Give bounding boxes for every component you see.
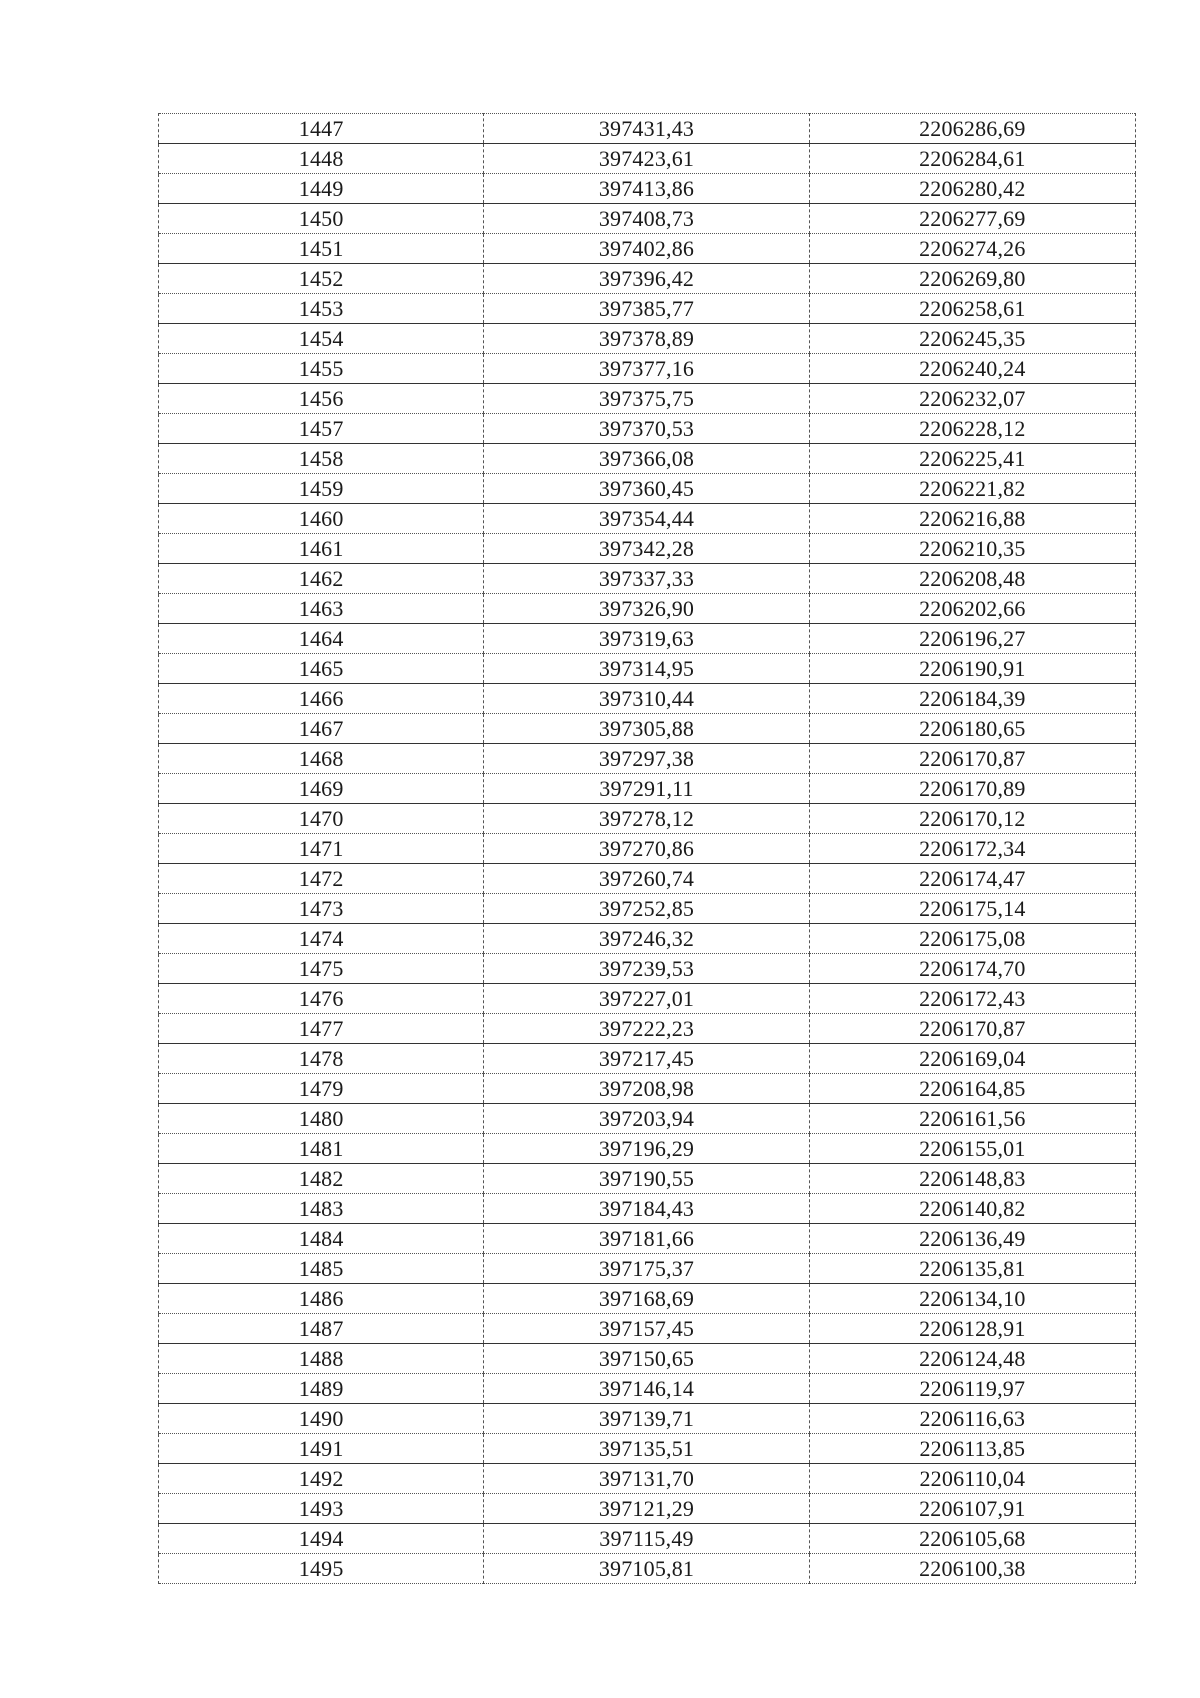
point-number-cell: 1460: [159, 504, 484, 534]
y-coordinate-cell: 2206232,07: [809, 384, 1135, 414]
point-number-cell: 1493: [159, 1494, 484, 1524]
y-coordinate-cell: 2206277,69: [809, 204, 1135, 234]
x-coordinate-cell: 397181,66: [484, 1224, 809, 1254]
point-number-cell: 1480: [159, 1104, 484, 1134]
x-coordinate-cell: 397305,88: [484, 714, 809, 744]
x-coordinate-cell: 397423,61: [484, 144, 809, 174]
x-coordinate-cell: 397402,86: [484, 234, 809, 264]
y-coordinate-cell: 2206119,97: [809, 1374, 1135, 1404]
table-row: [159, 384, 1136, 414]
y-coordinate-cell: 2206134,10: [809, 1284, 1135, 1314]
table-row: [159, 1494, 1136, 1524]
y-coordinate-cell: 2206140,82: [809, 1194, 1135, 1224]
y-coordinate-cell: 2206190,91: [809, 654, 1135, 684]
table-row: [159, 864, 1136, 894]
x-coordinate-cell: 397291,11: [484, 774, 809, 804]
point-number-cell: 1489: [159, 1374, 484, 1404]
point-number-cell: 1495: [159, 1554, 484, 1584]
table-row: [159, 1314, 1136, 1344]
point-number-cell: 1459: [159, 474, 484, 504]
y-coordinate-cell: 2206221,82: [809, 474, 1135, 504]
x-coordinate-cell: 397105,81: [484, 1554, 809, 1584]
table-row: [159, 1044, 1136, 1074]
x-coordinate-cell: 397115,49: [484, 1524, 809, 1554]
y-coordinate-cell: 2206258,61: [809, 294, 1135, 324]
x-coordinate-cell: 397319,63: [484, 624, 809, 654]
y-coordinate-cell: 2206170,87: [809, 1014, 1135, 1044]
y-coordinate-cell: 2206184,39: [809, 684, 1135, 714]
x-coordinate-cell: 397314,95: [484, 654, 809, 684]
y-coordinate-cell: 2206172,43: [809, 984, 1135, 1014]
point-number-cell: 1463: [159, 594, 484, 624]
y-coordinate-cell: 2206100,38: [809, 1554, 1135, 1584]
table-row: [159, 894, 1136, 924]
table-row: [159, 1404, 1136, 1434]
table-row: [159, 984, 1136, 1014]
x-coordinate-cell: 397252,85: [484, 894, 809, 924]
x-coordinate-cell: 397385,77: [484, 294, 809, 324]
table-row: [159, 474, 1136, 504]
x-coordinate-cell: 397139,71: [484, 1404, 809, 1434]
y-coordinate-cell: 2206128,91: [809, 1314, 1135, 1344]
x-coordinate-cell: 397260,74: [484, 864, 809, 894]
x-coordinate-cell: 397222,23: [484, 1014, 809, 1044]
x-coordinate-cell: 397310,44: [484, 684, 809, 714]
table-row: [159, 1254, 1136, 1284]
x-coordinate-cell: 397375,75: [484, 384, 809, 414]
table-row: [159, 234, 1136, 264]
table-row: [159, 744, 1136, 774]
table-row: [159, 1434, 1136, 1464]
x-coordinate-cell: 397168,69: [484, 1284, 809, 1314]
y-coordinate-cell: 2206274,26: [809, 234, 1135, 264]
x-coordinate-cell: 397190,55: [484, 1164, 809, 1194]
table-row: [159, 1344, 1136, 1374]
point-number-cell: 1479: [159, 1074, 484, 1104]
y-coordinate-cell: 2206169,04: [809, 1044, 1135, 1074]
y-coordinate-cell: 2206110,04: [809, 1464, 1135, 1494]
table-row: [159, 264, 1136, 294]
table-row: [159, 714, 1136, 744]
table-row: [159, 1014, 1136, 1044]
y-coordinate-cell: 2206210,35: [809, 534, 1135, 564]
y-coordinate-cell: 2206202,66: [809, 594, 1135, 624]
point-number-cell: 1491: [159, 1434, 484, 1464]
x-coordinate-cell: 397157,45: [484, 1314, 809, 1344]
y-coordinate-cell: 2206164,85: [809, 1074, 1135, 1104]
x-coordinate-cell: 397377,16: [484, 354, 809, 384]
x-coordinate-cell: 397270,86: [484, 834, 809, 864]
y-coordinate-cell: 2206269,80: [809, 264, 1135, 294]
y-coordinate-cell: 2206175,14: [809, 894, 1135, 924]
table-row: [159, 504, 1136, 534]
x-coordinate-cell: 397175,37: [484, 1254, 809, 1284]
point-number-cell: 1454: [159, 324, 484, 354]
table-row: [159, 294, 1136, 324]
point-number-cell: 1474: [159, 924, 484, 954]
point-number-cell: 1452: [159, 264, 484, 294]
x-coordinate-cell: 397413,86: [484, 174, 809, 204]
point-number-cell: 1451: [159, 234, 484, 264]
y-coordinate-cell: 2206107,91: [809, 1494, 1135, 1524]
point-number-cell: 1464: [159, 624, 484, 654]
y-coordinate-cell: 2206208,48: [809, 564, 1135, 594]
table-row: [159, 564, 1136, 594]
x-coordinate-cell: 397378,89: [484, 324, 809, 354]
point-number-cell: 1448: [159, 144, 484, 174]
x-coordinate-cell: 397360,45: [484, 474, 809, 504]
point-number-cell: 1485: [159, 1254, 484, 1284]
table-row: [159, 1554, 1136, 1584]
point-number-cell: 1457: [159, 414, 484, 444]
y-coordinate-cell: 2206148,83: [809, 1164, 1135, 1194]
table-row: [159, 1194, 1136, 1224]
x-coordinate-cell: 397146,14: [484, 1374, 809, 1404]
table-row: [159, 654, 1136, 684]
point-number-cell: 1482: [159, 1164, 484, 1194]
point-number-cell: 1477: [159, 1014, 484, 1044]
table-row: [159, 414, 1136, 444]
point-number-cell: 1450: [159, 204, 484, 234]
table-row: [159, 684, 1136, 714]
point-number-cell: 1461: [159, 534, 484, 564]
table-row: [159, 1074, 1136, 1104]
x-coordinate-cell: 397337,33: [484, 564, 809, 594]
table-row: [159, 834, 1136, 864]
x-coordinate-cell: 397431,43: [484, 114, 809, 144]
table-row: [159, 114, 1136, 144]
point-number-cell: 1473: [159, 894, 484, 924]
x-coordinate-cell: 397135,51: [484, 1434, 809, 1464]
point-number-cell: 1494: [159, 1524, 484, 1554]
point-number-cell: 1470: [159, 804, 484, 834]
table-row: [159, 1164, 1136, 1194]
x-coordinate-cell: 397246,32: [484, 924, 809, 954]
point-number-cell: 1456: [159, 384, 484, 414]
x-coordinate-cell: 397396,42: [484, 264, 809, 294]
point-number-cell: 1478: [159, 1044, 484, 1074]
point-number-cell: 1449: [159, 174, 484, 204]
y-coordinate-cell: 2206155,01: [809, 1134, 1135, 1164]
table-row: [159, 924, 1136, 954]
y-coordinate-cell: 2206174,47: [809, 864, 1135, 894]
table-row: [159, 534, 1136, 564]
table-row: [159, 1374, 1136, 1404]
x-coordinate-cell: 397217,45: [484, 1044, 809, 1074]
table-row: [159, 1134, 1136, 1164]
y-coordinate-cell: 2206280,42: [809, 174, 1135, 204]
x-coordinate-cell: 397239,53: [484, 954, 809, 984]
table-row: [159, 1524, 1136, 1554]
table-row: [159, 354, 1136, 384]
x-coordinate-cell: 397342,28: [484, 534, 809, 564]
point-number-cell: 1453: [159, 294, 484, 324]
table-row: [159, 1104, 1136, 1134]
y-coordinate-cell: 2206284,61: [809, 144, 1135, 174]
point-number-cell: 1467: [159, 714, 484, 744]
y-coordinate-cell: 2206228,12: [809, 414, 1135, 444]
y-coordinate-cell: 2206135,81: [809, 1254, 1135, 1284]
y-coordinate-cell: 2206124,48: [809, 1344, 1135, 1374]
table-row: [159, 444, 1136, 474]
point-number-cell: 1455: [159, 354, 484, 384]
y-coordinate-cell: 2206196,27: [809, 624, 1135, 654]
coordinates-table-body: [159, 114, 1136, 1584]
point-number-cell: 1447: [159, 114, 484, 144]
point-number-cell: 1483: [159, 1194, 484, 1224]
point-number-cell: 1490: [159, 1404, 484, 1434]
y-coordinate-cell: 2206240,24: [809, 354, 1135, 384]
y-coordinate-cell: 2206286,69: [809, 114, 1135, 144]
table-row: [159, 144, 1136, 174]
y-coordinate-cell: 2206170,89: [809, 774, 1135, 804]
table-row: [159, 804, 1136, 834]
table-row: [159, 624, 1136, 654]
point-number-cell: 1476: [159, 984, 484, 1014]
point-number-cell: 1488: [159, 1344, 484, 1374]
point-number-cell: 1466: [159, 684, 484, 714]
point-number-cell: 1481: [159, 1134, 484, 1164]
y-coordinate-cell: 2206225,41: [809, 444, 1135, 474]
point-number-cell: 1462: [159, 564, 484, 594]
point-number-cell: 1492: [159, 1464, 484, 1494]
y-coordinate-cell: 2206161,56: [809, 1104, 1135, 1134]
point-number-cell: 1484: [159, 1224, 484, 1254]
y-coordinate-cell: 2206245,35: [809, 324, 1135, 354]
point-number-cell: 1465: [159, 654, 484, 684]
y-coordinate-cell: 2206180,65: [809, 714, 1135, 744]
point-number-cell: 1487: [159, 1314, 484, 1344]
x-coordinate-cell: 397150,65: [484, 1344, 809, 1374]
x-coordinate-cell: 397278,12: [484, 804, 809, 834]
coordinates-table: [158, 113, 1136, 1584]
table-row: [159, 954, 1136, 984]
point-number-cell: 1472: [159, 864, 484, 894]
table-row: [159, 774, 1136, 804]
x-coordinate-cell: 397354,44: [484, 504, 809, 534]
x-coordinate-cell: 397131,70: [484, 1464, 809, 1494]
y-coordinate-cell: 2206116,63: [809, 1404, 1135, 1434]
y-coordinate-cell: 2206136,49: [809, 1224, 1135, 1254]
x-coordinate-cell: 397297,38: [484, 744, 809, 774]
x-coordinate-cell: 397208,98: [484, 1074, 809, 1104]
table-row: [159, 1464, 1136, 1494]
x-coordinate-cell: 397326,90: [484, 594, 809, 624]
y-coordinate-cell: 2206170,12: [809, 804, 1135, 834]
point-number-cell: 1468: [159, 744, 484, 774]
x-coordinate-cell: 397196,29: [484, 1134, 809, 1164]
point-number-cell: 1471: [159, 834, 484, 864]
y-coordinate-cell: 2206216,88: [809, 504, 1135, 534]
table-row: [159, 324, 1136, 354]
x-coordinate-cell: 397184,43: [484, 1194, 809, 1224]
y-coordinate-cell: 2206105,68: [809, 1524, 1135, 1554]
table-row: [159, 1284, 1136, 1314]
point-number-cell: 1469: [159, 774, 484, 804]
table-row: [159, 594, 1136, 624]
x-coordinate-cell: 397370,53: [484, 414, 809, 444]
point-number-cell: 1458: [159, 444, 484, 474]
y-coordinate-cell: 2206170,87: [809, 744, 1135, 774]
x-coordinate-cell: 397227,01: [484, 984, 809, 1014]
table-row: [159, 174, 1136, 204]
x-coordinate-cell: 397408,73: [484, 204, 809, 234]
point-number-cell: 1486: [159, 1284, 484, 1314]
point-number-cell: 1475: [159, 954, 484, 984]
x-coordinate-cell: 397366,08: [484, 444, 809, 474]
y-coordinate-cell: 2206113,85: [809, 1434, 1135, 1464]
table-row: [159, 1224, 1136, 1254]
table-row: [159, 204, 1136, 234]
x-coordinate-cell: 397121,29: [484, 1494, 809, 1524]
x-coordinate-cell: 397203,94: [484, 1104, 809, 1134]
y-coordinate-cell: 2206175,08: [809, 924, 1135, 954]
y-coordinate-cell: 2206174,70: [809, 954, 1135, 984]
y-coordinate-cell: 2206172,34: [809, 834, 1135, 864]
